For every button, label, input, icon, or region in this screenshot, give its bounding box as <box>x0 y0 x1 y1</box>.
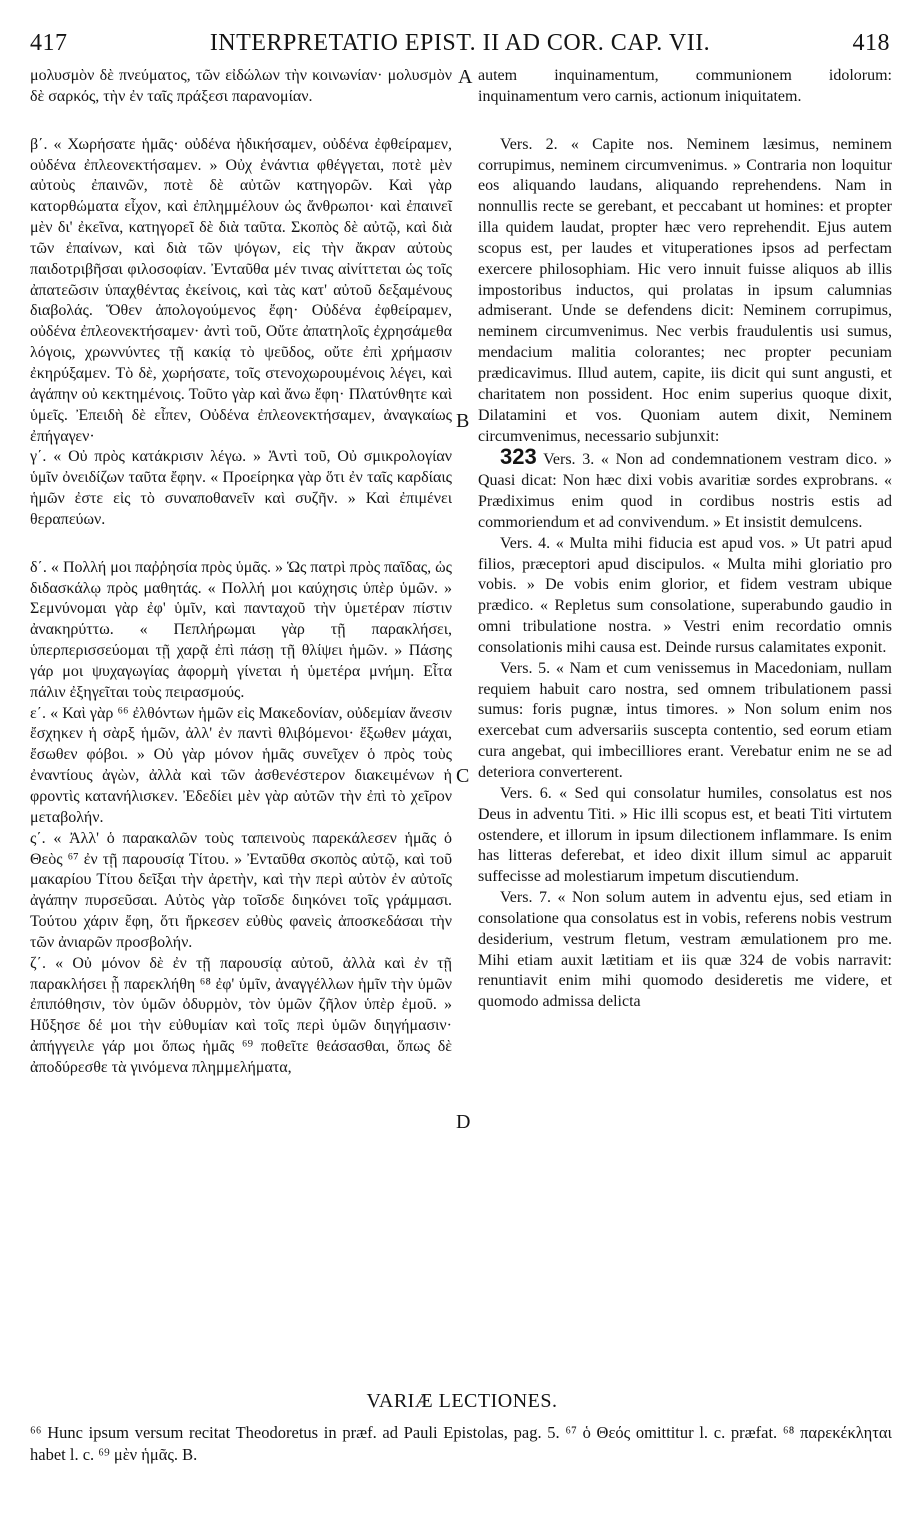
latin-paragraph-verse-6: Vers. 6. « Sed qui consolatur humiles, consolatus est nos Deus in adventu Titi. » Hic illi scopus est, et beati Titi virtutem ostendere, et illorum in ipsum dilectionem inflammare. Is enim has litteras deferebat, et ideo dixit illum simul ac apparuit suffecisse ad molestiarum impetum discutiendum. <box>478 784 892 886</box>
column-number-323: 323 <box>500 444 537 470</box>
variae-lectiones-notes: ⁶⁶ Hunc ipsum versum recitat Theodoretus in præf. ad Pauli Epistolas, pag. 5. ⁶⁷ ὁ Θεός omittitur l. c. præfat. ⁶⁸ παρεκέκληται habet l. c. ⁶⁹ μὲν ἡμᾶς. B. <box>30 1423 892 1464</box>
section-marker-b: B <box>456 410 470 432</box>
running-header <box>30 30 890 60</box>
greek-paragraph-intro: μολυσμὸν δὲ πνεύματος, τῶν εἰδώλων τὴν κοινωνίαν· μολυσμὸν δὲ σαρκός, τὴν ἐν ταῖς πράξεσι παρανομίαν. <box>30 67 452 105</box>
page-number-right: 418 <box>852 30 890 56</box>
latin-paragraph-verse-4: Vers. 4. « Multa mihi fiducia est apud vos. » Ut patri apud filios, præceptori apud discipulos. « Multa mihi gloriatio pro vobis. » De vobis enim glorior, et fidem vestram ubique prædico. « Repletus sum consolatione, superabundo gaudio in omni tribulatione nostra. » Vestri enim recordatio omnis consolationis mihi causa est. Deinde rursus calamitates exponit. <box>478 534 892 656</box>
latin-paragraph-verse-3 <box>478 444 892 533</box>
greek-paragraph-verse-5: ε΄. « Καὶ γὰρ ⁶⁶ ἐλθόντων ἡμῶν εἰς Μακεδονίαν, οὐδεμίαν ἄνεσιν ἔσχηκεν ἡ σὰρξ ἡμῶν, ἀλλ' ἐν παντὶ θλιβόμενοι· ἔξωθεν μάχαι, ἔσωθεν φόβοι. » Οὐ γὰρ μόνον ἡμᾶς συνεῖχεν ὁ πρὸς τοὺς ἐναντίους ἀγὼν, ἀλλὰ καὶ τῶν ἀσθενέστερον διακειμένων ἡ φροντὶς κατανήλισκεν. Ἐδεδίει μὲν γὰρ αὐτῶν τὴν ἐπὶ τὸ χεῖρον μεταβολήν. <box>30 704 452 826</box>
section-marker-a: A <box>458 66 473 88</box>
variae-lectiones-title: VARIÆ LECTIONES. <box>366 1390 558 1412</box>
latin-paragraph-verse-7: Vers. 7. « Non solum autem in adventu ejus, sed etiam in consolatione qua consolatus est in vobis, referens nobis vestrum desiderium, vestrum fletum, vestram æmulationem pro me. Mihi etiam auxit lætitiam et iis quæ 324 de vobis narravit: renuntiavit enim mihi quomodo desideretis me videre, et quomodo admissa delicta <box>478 889 892 1011</box>
greek-paragraph-verse-2: β΄. « Χωρήσατε ἡμᾶς· οὐδένα ἠδικήσαμεν, οὐδένα ἐφθείραμεν, οὐδένα ἐπλεονεκτήσαμεν. » Οὐχ ἐνάντια φθέγγεται, ποτὲ μὲν αὐτοὺς ἐπαινῶν, ποτὲ δὲ αὐτῶν κατηγορῶν. Καὶ γὰρ κατορθώματα εἶχον, καὶ ἐπλημμέλουν ὡς ἄνθρωποι· καὶ ἐπαινεῖ μὲν δι' ἐκεῖνα, κατηγορεῖ δὲ διὰ ταῦτα. Σκοπὸς δὲ αὐτῷ, καὶ διὰ τῶν ἐπαίνων, καὶ διὰ τῶν ψόγων, εἰς τὴν ἄκραν αὐτοὺς παιδοτριβῆσαι φιλοσοφίαν. Ἐνταῦθα μέν τινας αἰνίττεται ὡς τοῖς ἀπατεῶσιν ὑπαχθέντας ἐκείνοις, καὶ τὰς κατ' αὐτοῦ δεξαμένους διαβολάς. Ὅθεν ἀπολογούμενος ἔφη· Οὐδένα ἐφθείραμεν, οὐδένα ἐπλεονεκτήσαμεν· ἀντὶ τοῦ, Οὔτε ἀπατηλοῖς ἐχρησάμεθα λόγοις, χρωννύντες τῇ κακίᾳ τὸ ψεῦδος, οὔτε ἐπὶ χρήμασιν ἐκηρύξαμεν. Τὸ δὲ, χωρήσατε, τοῖς στενοχωρουμένοις λέγει, καὶ ἀγάπην οὐ κεκτημένοις. Τοῦτο γὰρ καὶ ἄνω ἔφη· Πλατύνθητε καὶ ὑμεῖς. Ἐπειδὴ δὲ εἶπεν, Οὐδένα ἐπλεονεκτήσαμεν, ἀναγκαίως ἐπήγαγεν· <box>30 135 452 445</box>
section-marker-c: C <box>456 765 470 787</box>
latin-column <box>478 66 892 1013</box>
section-marker-d: D <box>456 1111 471 1133</box>
running-title: INTERPRETATIO EPIST. II AD COR. CAP. VII. <box>209 30 711 56</box>
latin-paragraph-verse-5: Vers. 5. « Nam et cum venissemus in Macedoniam, nullam requiem habuit caro nostra, sed omnem tribulationem passi sumus: foris pugnæ, intus timores. » Non solum enim nos exercebat cum adversariis suscepta contentio, sed eorum etiam cura angebat, qui imbecilliores erant. Verebatur enim ne se ad deteriora converterent. <box>478 659 892 781</box>
greek-paragraph-verse-6: ς΄. « Ἀλλ' ὁ παρακαλῶν τοὺς ταπεινοὺς παρεκάλεσεν ἡμᾶς ὁ Θεὸς ⁶⁷ ἐν τῇ παρουσίᾳ Τίτου. » Ἐνταῦθα σκοπὸς αὐτῷ, καὶ τοῦ μακαρίου Τίτου δεῖξαι τὴν ἀρετὴν, καὶ τὴν περὶ αὐτὸν ἐν αὐτοῖς ἀγάπην πυρσεῦσαι. Αὐτὸς γὰρ τοῖσδε διηκόνει τοῖς γράμμασι. Τούτου χάριν ἔφη, ὅτι ἤρκεσεν εὐθὺς φανεὶς ἀποσκεδάσαι τὴν τῶν ἀνιαρῶν προσβολήν. <box>30 829 452 951</box>
page-number-left: 417 <box>30 30 68 56</box>
latin-paragraph-verse-2: Vers. 2. « Capite nos. Neminem læsimus, neminem corrupimus, neminem circumvenimus. » Contraria non loquitur eos aliquando laudans, aliquando reprehendens. Nam in nonnullis recte se gerebant, et peccabant ut homines: et propter illa quidem laudat, propter hæc vero reprehendit. Ejus autem scopus est, per laudes et vituperationes ipsos ad perfectam exercere philosophiam. Hic vero innuit fuisse aliquos ab illis impostoribus inductos, qui prolatas in ipsum calumnias admiserant. Unde se defendens dicit: Neminem corrupimus, neminem circumvenimus. Nec verbis fraudulentis usi sumus, mendacium malitia colorantes; nec propter pecuniam prædicavimus. Illud autem, capite, iis dicit qui sunt angusti, et charitatem non possident. Hoc enim superius quoque dixit, Dilatamini et vos. Quoniam autem dixit, Neminem circumvenimus, necessario subjunxit: <box>478 135 892 445</box>
greek-paragraph-verse-3: γ΄. « Οὐ πρὸς κατάκρισιν λέγω. » Ἀντὶ τοῦ, Οὐ σμικρολογίαν ὑμῖν ὀνειδίζων ταῦτα ἔφην. « Προείρηκα γὰρ ὅτι ἐν ταῖς καρδίαις ἡμῶν ἐστε εἰς τὸ συναποθανεῖν καὶ συζῆν. » Καὶ ἐπιμένει θεραπεύων. <box>30 448 452 528</box>
latin-paragraph-verse-3-text: Vers. 3. « Non ad condemnationem vestram dico. » Quasi dicat: Non hæc dixi vobis avaritiæ sordes exprobrans. « Prædiximus enim quod in cordibus nostris estis ad commoriendum et ad convivendum. » Et insistit demulcens. <box>478 451 892 531</box>
greek-paragraph-verse-7: ζ΄. « Οὐ μόνον δὲ ἐν τῇ παρουσίᾳ αὐτοῦ, ἀλλὰ καὶ ἐν τῇ παρακλήσει ᾗ παρεκλήθη ⁶⁸ ἐφ' ὑμῖν, ἀναγγέλλων ἡμῖν τὴν ὑμῶν ἐπιπόθησιν, τὸν ὑμῶν ὀδυρμὸν, τὸν ὑμῶν ζῆλον ὑπὲρ ἐμοῦ. » Ηὔξησε δέ μοι τὴν εὐθυμίαν καὶ τοῖς περὶ ὑμῶν διηγήμασιν· ἀπήγγειλε γάρ μοι ὅπως ἡμᾶς ⁶⁹ ποθεῖτε θεάσασθαι, ὅπως δὲ ἀποδύρεσθε τὰ γινόμενα πλημμελήματα, <box>30 954 452 1076</box>
greek-column <box>30 66 452 1079</box>
latin-paragraph-intro: autem inquinamentum, communionem idolorum: inquinamentum vero carnis, actionum iniquitatem. <box>478 67 892 105</box>
greek-paragraph-verse-4: δ΄. « Πολλή μοι παῤῥησία πρὸς ὑμᾶς. » Ὡς πατρὶ πρὸς παῖδας, ὡς διδασκάλῳ πρὸς μαθητάς. « Πολλή μοι καύχησις ὑπὲρ ὑμῶν. » Σεμνύνομαι γὰρ ἐφ' ὑμῖν, καὶ πανταχοῦ τὴν ὑμετέραν πίστιν ἀνακηρύττω. « Πεπλήρωμαι γὰρ τῇ παρακλήσει, ὑπερπερισσεύομαι τῇ χαρᾷ ἐπὶ πάσῃ τῇ θλίψει ἡμῶν. » Πάσης γάρ μοι ψυχαγωγίας ἀφορμὴ γίνεται ἡ ὑμετέρα μνήμη. Εἶτα πάλιν ἐξηγεῖται τοὺς πειρασμούς. <box>30 558 452 701</box>
